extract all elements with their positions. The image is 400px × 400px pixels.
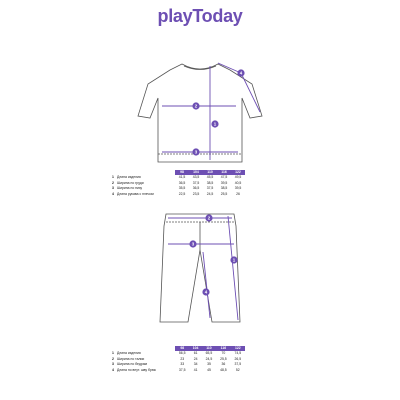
- cell: 35,5: [178, 186, 186, 191]
- cell: 23: [180, 356, 185, 361]
- row-number: 2: [112, 356, 114, 361]
- row-number: 2: [112, 180, 114, 185]
- cell: 37,5: [206, 186, 214, 191]
- cell: 70: [221, 351, 226, 356]
- row-number: 1: [112, 175, 114, 180]
- pants-marker-1-label: 1: [232, 257, 236, 263]
- size-98: 98: [175, 170, 189, 175]
- row-label: Ширина по низу: [117, 186, 143, 191]
- row-label: Длина изделия: [117, 175, 141, 180]
- row-number: 4: [112, 368, 114, 373]
- shirt-marker-2-label: 2: [194, 103, 198, 109]
- pants-size-table: [109, 346, 245, 373]
- size-98: 98: [175, 346, 189, 351]
- cell: 38,5: [206, 180, 214, 185]
- row-number: 4: [112, 192, 114, 197]
- row-label: Длина по внут. шву брюк: [117, 368, 156, 373]
- cell: 40,5: [234, 180, 242, 185]
- size-122: 122: [231, 346, 245, 351]
- size-104: 104: [189, 346, 201, 351]
- cell: 43,5: [192, 175, 200, 180]
- size-104: 104: [189, 170, 203, 175]
- cell: 24,5: [205, 356, 213, 361]
- row-number: 3: [112, 186, 114, 191]
- cell: 47,5: [220, 175, 228, 180]
- cell: 39,5: [220, 180, 228, 185]
- cell: 22,5: [178, 192, 186, 197]
- cell: 25,5: [220, 192, 228, 197]
- table-row: [109, 192, 245, 198]
- cell: 37,5: [234, 362, 242, 367]
- cell: 24: [193, 356, 198, 361]
- row-label: Ширина по талии: [117, 356, 145, 361]
- cell: 26,5: [234, 356, 242, 361]
- cell: 37,5: [178, 368, 186, 373]
- cell: 37,5: [192, 180, 200, 185]
- pants-marker-3-label: 3: [191, 241, 195, 247]
- cell: 23,5: [192, 192, 200, 197]
- cell: 36,5: [192, 186, 200, 191]
- row-number: 1: [112, 351, 114, 356]
- cell: 36,5: [178, 180, 186, 185]
- row-number: 3: [112, 362, 114, 367]
- cell: 49,5: [234, 175, 242, 180]
- row-label: Длина рукава с плечом: [117, 192, 154, 197]
- cell: 38,5: [220, 186, 228, 191]
- brand-logo: playToday: [157, 6, 243, 26]
- pants-marker-4-label: 4: [204, 289, 208, 295]
- row-label: Ширина по бедрам: [117, 362, 147, 367]
- cell: 36: [221, 362, 226, 367]
- shirt-size-table: [109, 170, 245, 197]
- pants-marker-2-label: 2: [207, 215, 211, 221]
- cell: 48,5: [220, 368, 227, 373]
- cell: 26: [236, 192, 240, 197]
- shirt-marker-3-label: 3: [194, 149, 198, 155]
- cell: 24,5: [206, 192, 214, 197]
- cell: 45,5: [206, 175, 214, 180]
- shirt-marker-1-label: 1: [213, 121, 217, 127]
- size-122: 122: [231, 170, 245, 175]
- cell: 41,5: [178, 175, 186, 180]
- cell: 45: [207, 368, 211, 373]
- cell: 39,5: [234, 186, 242, 191]
- cell: 34: [193, 362, 198, 367]
- cell: 25,5: [220, 356, 227, 361]
- cell: 56,5: [178, 351, 186, 356]
- size-116: 116: [216, 346, 230, 351]
- cell: 61: [193, 351, 198, 356]
- table-row: [109, 368, 245, 374]
- cell: 33: [180, 362, 185, 367]
- cell: 74,5: [234, 351, 242, 356]
- cell: 41: [193, 368, 198, 373]
- shirt-marker-4-label: 4: [239, 70, 243, 76]
- cell: 52: [235, 368, 240, 373]
- cell: 65,5: [205, 351, 213, 356]
- size-110: 110: [202, 346, 216, 351]
- cell: 35: [207, 362, 211, 367]
- row-label: Длина изделия: [117, 351, 141, 356]
- row-label: Ширина по груди: [117, 180, 144, 185]
- size-110: 110: [203, 170, 217, 175]
- size-116: 116: [217, 170, 231, 175]
